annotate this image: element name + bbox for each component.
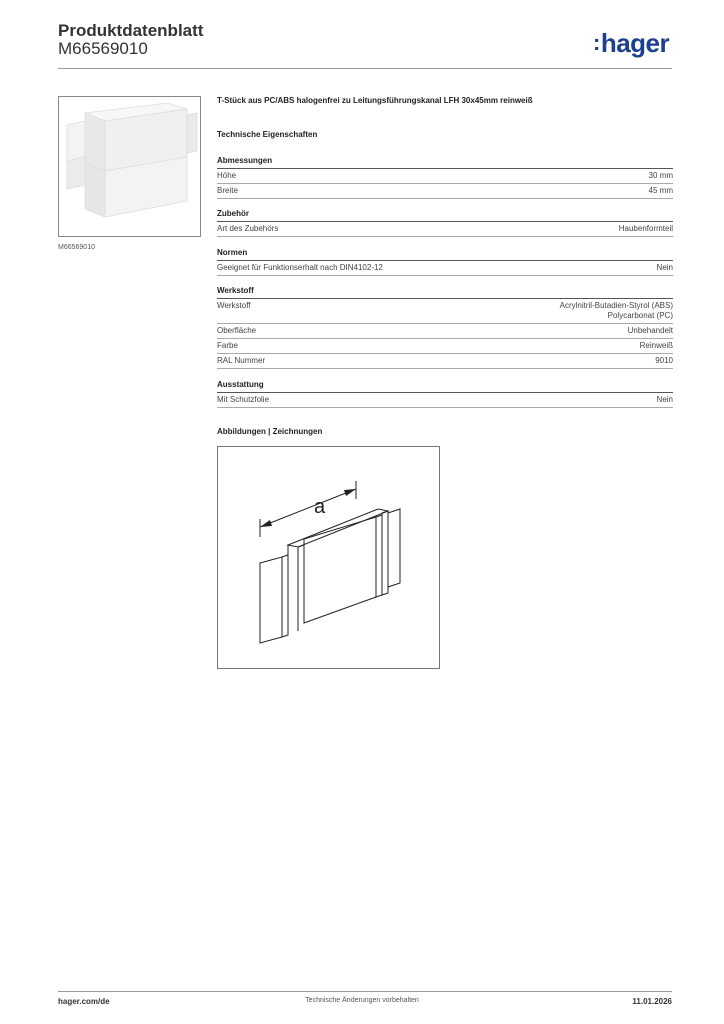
logo-text: hager [600,28,670,58]
t-piece-drawing [218,447,439,668]
group-heading: Werkstoff [217,286,673,299]
row-value: Nein [656,263,673,272]
row-value: Unbehandelt [627,326,673,335]
row-label: Werkstoff [217,301,251,310]
group-heading: Ausstattung [217,380,673,393]
table-row [217,184,673,199]
row-label: Oberfläche [217,326,257,335]
row-value: 9010 [655,356,673,365]
group-zubehoer [217,209,673,237]
row-value: 45 mm [648,186,673,195]
footer-website[interactable]: hager.com/de [58,997,110,1006]
row-value: 30 mm [648,171,673,180]
table-row [217,339,673,354]
product-photo [59,97,200,236]
product-thumbnail [58,96,201,237]
group-werkstoff [217,286,673,369]
tech-properties-heading: Technische Eigenschaften [217,130,318,139]
row-label: RAL Nummer [217,356,266,365]
group-heading: Normen [217,248,673,261]
dimension-label: a [314,496,326,518]
group-heading: Abmessungen [217,156,673,169]
row-value-line: Polycarbonat (PC) [607,311,673,320]
row-value: Haubenformteil [618,224,673,233]
footer-date: 11.01.2026 [632,997,672,1006]
thumbnail-caption: M66569010 [58,244,95,251]
row-value: Reinweiß [639,341,673,350]
row-label: Höhe [217,171,237,180]
table-row [217,324,673,339]
group-ausstattung [217,380,673,408]
product-title: T-Stück aus PC/ABS halogenfrei zu Leitungsführungskanal LFH 30x45mm reinweiß [217,96,533,105]
row-label: Geeignet für Funktionserhalt nach DIN4102-12 [217,263,383,272]
row-label: Farbe [217,341,238,350]
table-row [217,393,673,408]
footer-note: Technische Änderungen vorbehalten [305,997,419,1004]
row-label: Mit Schutzfolie [217,395,270,404]
row-label: Breite [217,186,238,195]
table-row [217,354,673,369]
main-content [217,96,673,436]
row-value [560,301,673,321]
table-row [217,169,673,184]
row-value: Nein [656,395,673,404]
table-row [217,222,673,237]
technical-drawing [217,446,440,669]
table-row [217,261,673,276]
page-title: Produktdatenblatt [58,21,204,40]
row-label: Art des Zubehörs [217,224,279,233]
table-row [217,299,673,324]
group-abmessungen [217,156,673,199]
hager-logo [593,28,669,59]
row-value-line: Acrylnitril-Butadien-Styrol (ABS) [559,301,673,310]
article-number: M66569010 [58,39,148,58]
group-heading: Zubehör [217,209,673,222]
header-divider [58,68,672,69]
drawings-heading: Abbildungen | Zeichnungen [217,427,323,436]
logo-dots-icon: : [593,30,600,55]
footer-divider [58,991,672,992]
group-normen [217,248,673,276]
